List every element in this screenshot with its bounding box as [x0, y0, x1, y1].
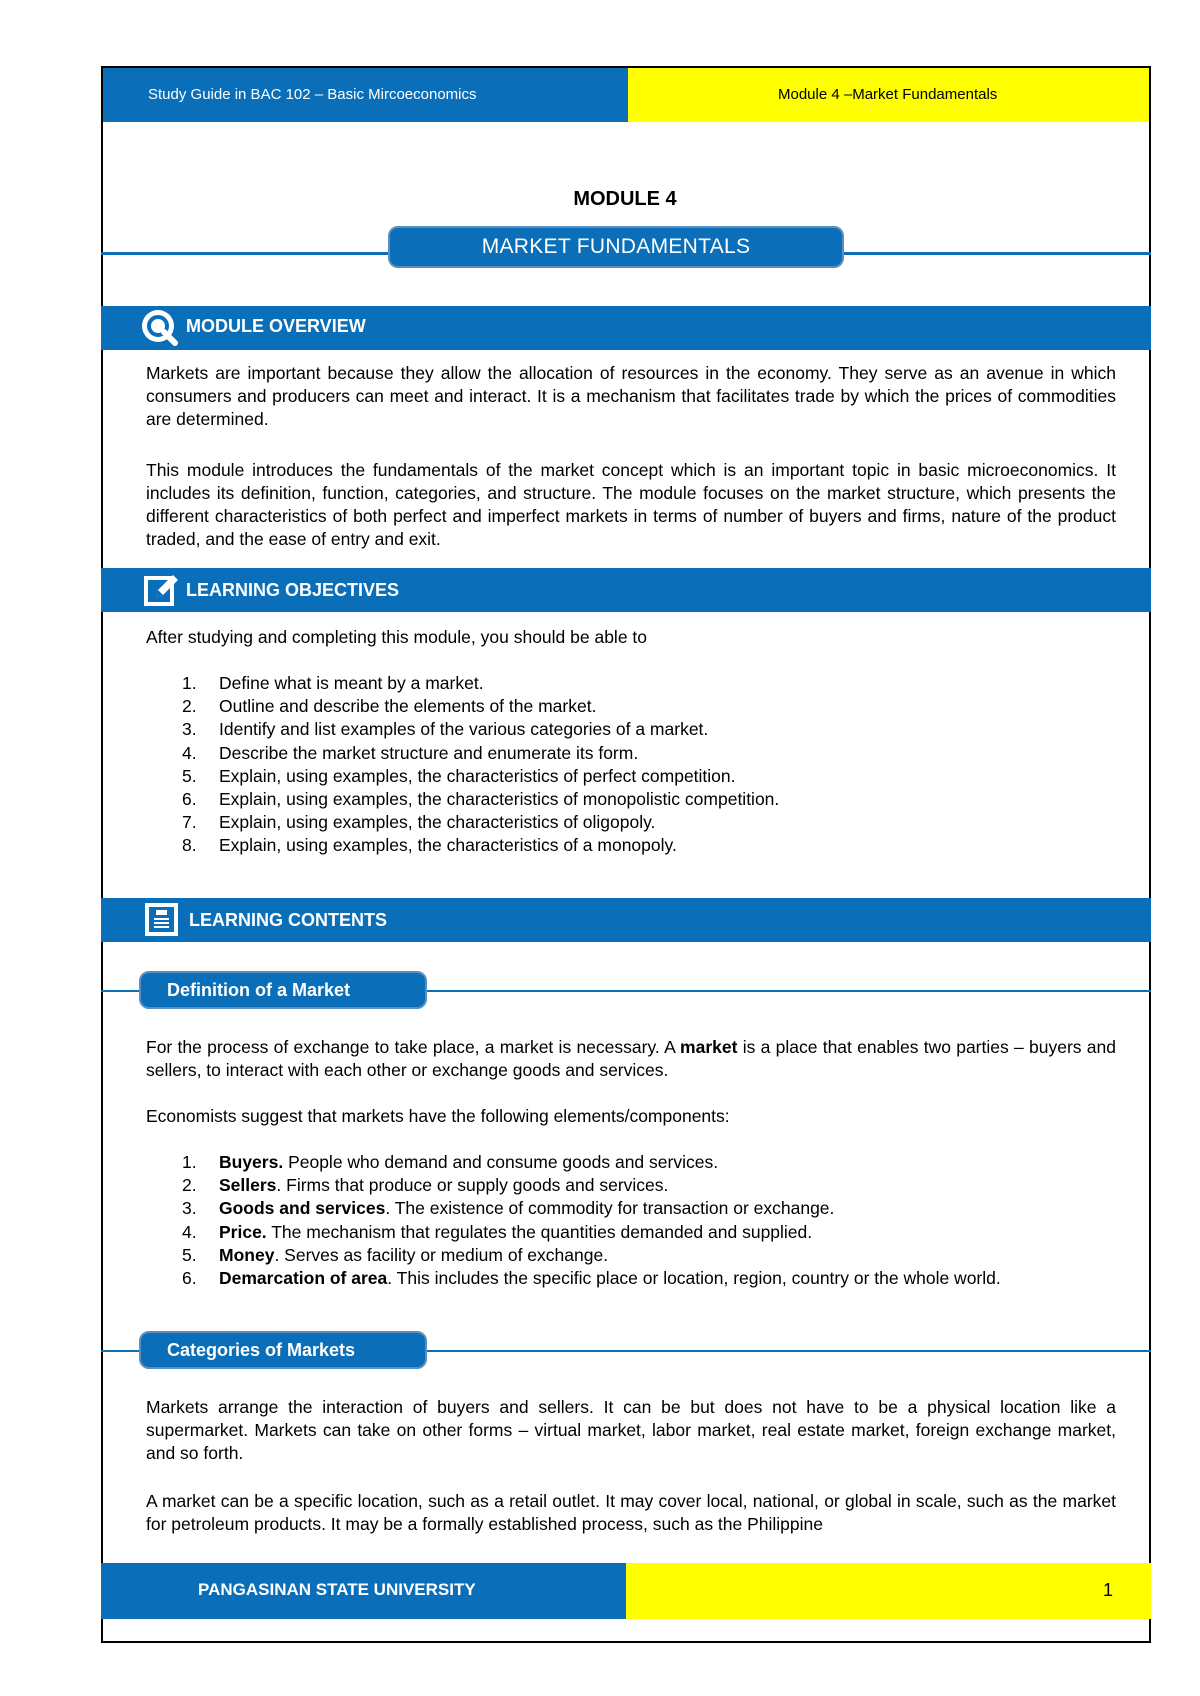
objective-number: 7. — [182, 812, 197, 833]
definition-paragraph-2: Economists suggest that markets have the following elements/components: — [146, 1106, 730, 1126]
element-number: 3. — [182, 1198, 197, 1219]
header-module-title: Module 4 –Market Fundamentals — [778, 86, 998, 103]
element-item — [146, 1244, 1116, 1267]
objective-number: 3. — [182, 719, 197, 740]
objective-number: 6. — [182, 789, 197, 810]
element-description: . Serves as facility or medium of exchange. — [274, 1244, 609, 1265]
objectives-heading: LEARNING OBJECTIVES — [186, 580, 400, 600]
objective-text: Outline and describe the elements of the market. — [219, 696, 597, 717]
objective-item — [146, 811, 1116, 834]
elements-list — [146, 1151, 1116, 1290]
objective-text: Describe the market structure and enumerate its form. — [219, 742, 639, 763]
objective-number: 4. — [182, 742, 197, 763]
objective-text: Explain, using examples, the characteristics of monopolistic competition. — [219, 789, 780, 810]
overview-paragraph-1: Markets are important because they allow the allocation of resources in the economy. They serve as an avenue in which consumers and producers can meet and interact. It is a mechanism that facilitates trade by which the prices of commodities are determined. — [146, 363, 1116, 429]
element-item — [146, 1221, 1116, 1244]
element-term: Price. — [219, 1221, 267, 1242]
definition-text-cont: is a place that enables two parties – buyers and sellers, to interact with each other or exchange goods and services. — [146, 1037, 1116, 1080]
page-number: 1 — [1103, 1580, 1114, 1600]
objective-text: Define what is meant by a market. — [219, 673, 484, 693]
definition-heading: Definition of a Market — [139, 971, 427, 1009]
definition-paragraph-1 — [146, 1036, 1116, 1082]
element-term: Demarcation of area — [219, 1268, 388, 1289]
element-description: The mechanism that regulates the quantities demanded and supplied. — [266, 1221, 813, 1242]
categories-paragraph-2: A market can be a specific location, such as a retail outlet. It may cover local, national, or global in scale, such as the market for petroleum products. It may be a formally established process, such as the Philippine — [146, 1491, 1116, 1534]
footer-university: PANGASINAN STATE UNIVERSITY — [198, 1580, 476, 1599]
categories-heading: Categories of Markets — [139, 1331, 427, 1369]
objective-text: Explain, using examples, the characteristics of a monopoly. — [219, 835, 677, 856]
element-term: Sellers — [219, 1175, 277, 1196]
objective-item — [146, 718, 1116, 741]
objective-item — [146, 834, 1116, 857]
overview-heading: MODULE OVERVIEW — [186, 316, 366, 336]
document-icon — [143, 901, 181, 939]
header-course-title: Study Guide in BAC 102 – Basic Mircoeconomics — [148, 86, 477, 103]
objective-item — [146, 788, 1116, 811]
objective-item — [146, 672, 1116, 695]
element-term: Goods and services — [219, 1198, 386, 1219]
objective-text: Explain, using examples, the characteristics of perfect competition. — [219, 765, 736, 786]
element-number: 4. — [182, 1221, 197, 1242]
element-item — [146, 1174, 1116, 1197]
objectives-list — [146, 672, 1116, 858]
element-description: People who demand and consume goods and services. — [283, 1152, 719, 1172]
objective-item — [146, 742, 1116, 765]
element-item — [146, 1151, 1116, 1174]
pencil-icon — [143, 571, 181, 609]
element-description: . Firms that produce or supply goods and services. — [276, 1175, 669, 1196]
module-number: MODULE 4 — [573, 188, 677, 210]
objective-text: Identify and list examples of the various categories of a market. — [219, 719, 709, 740]
objective-item — [146, 765, 1116, 788]
categories-paragraph-1: Markets arrange the interaction of buyers and sellers. It can be but does not have to be a physical location like a supermarket. Markets can take on other forms – virtual market, labor market, real estate market, foreign exchange market, and so forth. — [146, 1397, 1116, 1463]
objectives-intro: After studying and completing this module, you should be able to — [146, 627, 648, 647]
objective-number: 8. — [182, 835, 197, 856]
magnifier-icon — [141, 309, 181, 349]
element-number: 6. — [182, 1268, 197, 1289]
element-number: 1. — [182, 1152, 197, 1172]
element-number: 2. — [182, 1175, 197, 1196]
element-item — [146, 1267, 1116, 1290]
element-term: Money — [219, 1244, 275, 1265]
contents-heading: LEARNING CONTENTS — [189, 910, 387, 930]
element-description: . This includes the specific place or location, region, country or the whole world. — [387, 1268, 1001, 1289]
objective-number: 5. — [182, 765, 197, 786]
objective-number: 2. — [182, 696, 197, 717]
element-term: Buyers. — [219, 1152, 284, 1172]
definition-text: For the process of exchange to take place, a market is necessary. A — [146, 1037, 681, 1057]
element-number: 5. — [182, 1244, 197, 1265]
module-title: MARKET FUNDAMENTALS — [388, 226, 844, 268]
objective-text: Explain, using examples, the characteristics of oligopoly. — [219, 812, 656, 833]
element-description: . The existence of commodity for transaction or exchange. — [385, 1198, 835, 1219]
objective-number: 1. — [182, 673, 197, 693]
objective-item — [146, 695, 1116, 718]
footer-right-band — [626, 1563, 1151, 1619]
element-item — [146, 1197, 1116, 1220]
market-term: market — [680, 1037, 738, 1057]
overview-paragraph-2: This module introduces the fundamentals of the market concept which is an important topic in basic microeconomics. It includes its definition, function, categories, and structure. The module focuses on the market structure, which presents the different characteristics of both perfect and imperfect markets in terms of number of buyers and firms, nature of the product traded, and the ease of entry and exit. — [146, 460, 1116, 549]
